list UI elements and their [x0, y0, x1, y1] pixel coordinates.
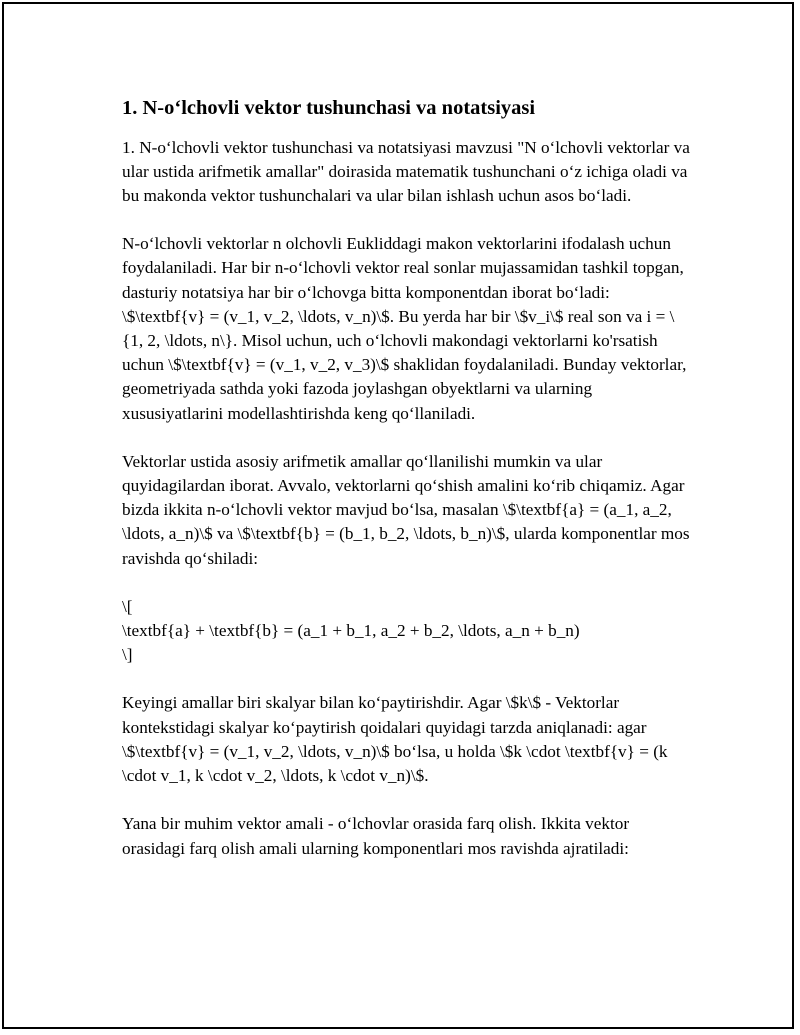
notation-paragraph: N-o‘lchovli vektorlar n olchovli Eukliddagi makon vektorlarini ifodalash uchun foydalaniladi. Har bir n-o‘lchovli vektor real sonlar mujassamidan tashkil topgan, dasturiy notatsiya har bir o‘lchovga bitta komponentdan iborat bo‘ladi: \$\textbf{v} = (v_1, v_2, \ldots, v_n)\$. Bu yerda har bir \$v_i\$ real son va i = \{1, 2, \ldots, n\}. Misol uchun, uch o‘lchovli makondagi vektorlarni ko'rsatish uchun \$\textbf{v} = (v_1, v_2, v_3)\$ shaklidan foydalaniladi. Bunday vektorlar, geometriyada sathda yoki fazoda joylashgan obyektlarni va ularning xususiyatlarini modellashtirishda keng qo‘llaniladi.: [122, 234, 687, 423]
subtraction-paragraph: Yana bir muhim vektor amali - o‘lchovlar orasida farq olish. Ikkita vektor orasidagi farq olish amali ularning komponentlari mos ravishda ajratiladi:: [122, 814, 630, 858]
document-body: [122, 96, 694, 885]
page-frame: [2, 2, 794, 1029]
addition-paragraph: Vektorlar ustida asosiy arifmetik amallar qo‘llanilishi mumkin va ular quyidagilardan iborat. Avvalo, vektorlarni qo‘shish amalini ko‘rib chiqamiz. Agar bizda ikkita n-o‘lchovli vektor mavjud bo‘lsa, masalan \$\textbf{a} = (a_1, a_2, \ldots, a_n)\$ va \$\textbf{b} = (b_1, b_2, \ldots, b_n)\$, ularda komponentlar mos ravishda qo‘shiladi:: [122, 451, 690, 568]
formula-close-delimiter: \]: [122, 645, 133, 665]
scalar-multiplication-paragraph: Keyingi amallar biri skalyar bilan ko‘paytirishdir. Agar \$k\$ - Vektorlar kontekstidagi skalyar ko‘paytirish qoidalari quyidagi tarzda aniqlanadi: agar \$\textbf{v} = (v_1, v_2, \ldots, v_n)\$ bo‘lsa, u holda \$k \cdot \textbf{v} = (k \cdot v_1, k \cdot v_2, \ldots, k \cdot v_n)\$.: [122, 693, 668, 786]
addition-formula: [122, 595, 694, 668]
intro-paragraph: 1. N-o‘lchovli vektor tushunchasi va notatsiyasi mavzusi "N o‘lchovli vektorlar va ular ustida arifmetik amallar" doirasida matematik tushunchani o‘z ichiga oladi va bu makonda vektor tushunchalari va ular bilan ishlash uchun asos bo‘ladi.: [122, 137, 690, 206]
formula-body: \textbf{a} + \textbf{b} = (a_1 + b_1, a_2 + b_2, \ldots, a_n + b_n): [122, 621, 580, 641]
section-heading: 1. N-o‘lchovli vektor tushunchasi va notatsiyasi: [122, 97, 536, 119]
formula-open-delimiter: \[: [122, 596, 133, 616]
